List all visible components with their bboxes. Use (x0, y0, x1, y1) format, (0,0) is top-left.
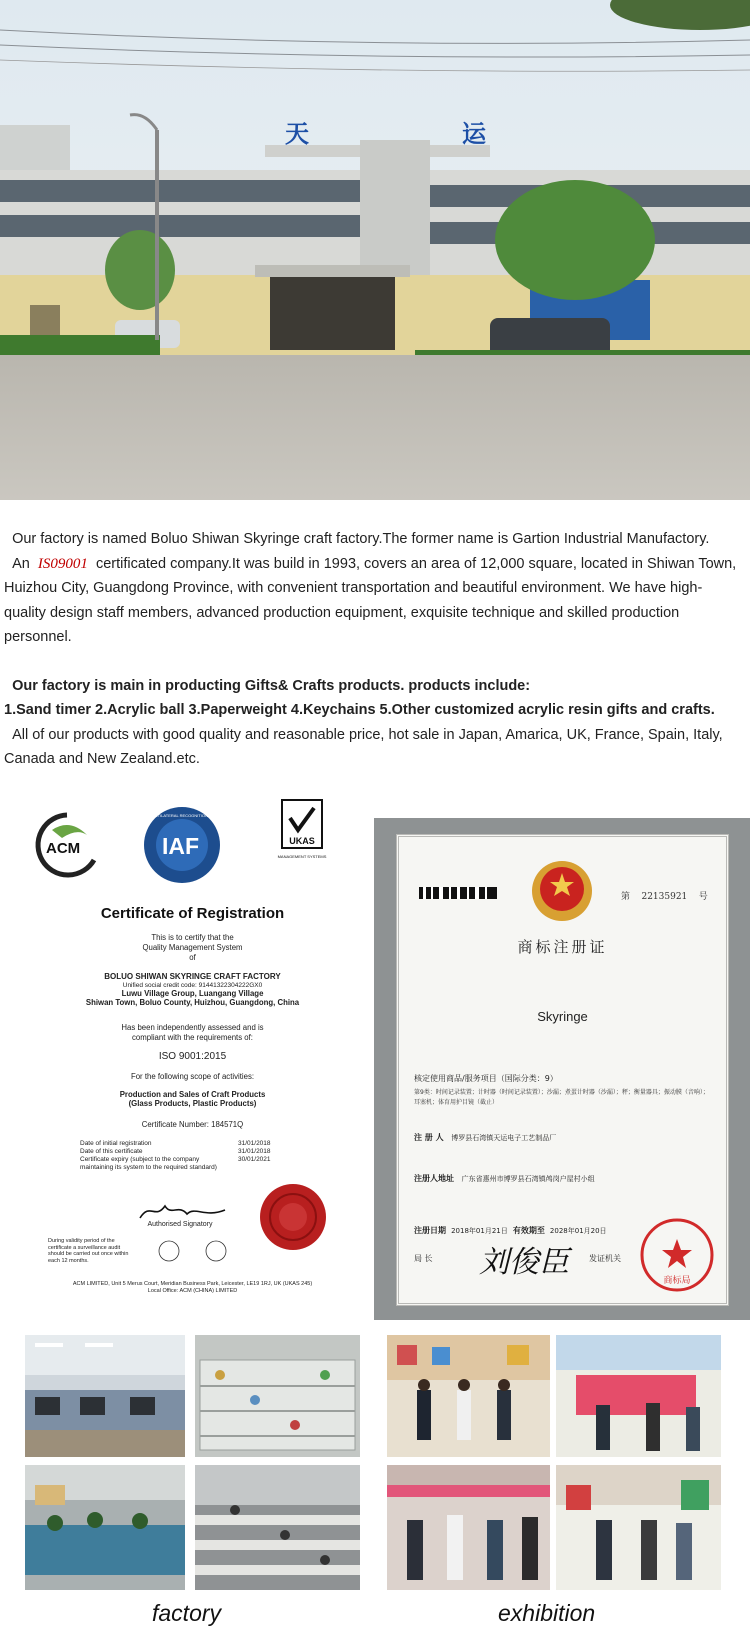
iaf-logo (124, 805, 240, 885)
products-description (4, 723, 744, 772)
factory-workshop-photo (25, 1465, 185, 1590)
certificate-number: Certificate Number: 184571Q (141, 1120, 244, 1129)
intro-line: Our factory is named Boluo Shiwan Skyringe craft factory.The former name is Gartion Industrial Manufactory. (12, 531, 710, 547)
registrant-row (414, 1132, 724, 1143)
signature-image (135, 1200, 230, 1222)
company-name: BOLUO SHIWAN SKYRINGE CRAFT FACTORY (104, 972, 281, 981)
iso-standard: ISO 9001:2015 (158, 1051, 227, 1062)
registrant-value: 博罗县石湾镇天运电子工艺制品厂 (451, 1134, 557, 1142)
iso-certification-mark: IS09001 (37, 555, 88, 572)
scope-intro: For the following scope of activities: (130, 1072, 255, 1081)
barcode (419, 887, 497, 903)
trademark-office-stamp (639, 1217, 715, 1293)
ukas-sub-text: MANAGEMENT SYSTEMS (277, 854, 327, 859)
issuer-label: 发证机关 (589, 1254, 621, 1263)
date-value: 31/01/2018 (238, 1148, 271, 1155)
exhibition-visitors-photo (556, 1335, 721, 1457)
stamp-text: 商标局 (663, 1276, 691, 1286)
date-value: 31/01/2018 (238, 1140, 271, 1147)
products-list: 1.Sand timer 2.Acrylic ball 3.Paperweight 4.Keychains 5.Other customized acrylic resin gifts and crafts. (4, 702, 715, 718)
credit-code: Unified social credit code: 91441322304222GX0 (122, 982, 263, 989)
trademark-cert-title: 商标注册证 (517, 938, 608, 956)
acm-logo (32, 810, 102, 880)
acm-logo-text: ACM (46, 840, 81, 857)
factory-showroom-photo (195, 1335, 360, 1457)
intro-an: An (12, 555, 30, 572)
trademark-mark: Skyringe (537, 1009, 588, 1024)
intro-paragraph-1 (4, 527, 744, 650)
certificate-title: Certificate of Registration (100, 905, 285, 922)
address-row (414, 1173, 724, 1184)
assessed-line: compliant with the requirements of: (132, 1033, 253, 1042)
exhibition-booth-photo (387, 1335, 550, 1457)
date-value: 30/01/2021 (238, 1156, 271, 1163)
registrant-label: 注 册 人 (414, 1133, 444, 1142)
iaf-logo-text: IAF (162, 833, 200, 859)
valid-label: 有效期至 (512, 1226, 545, 1235)
ukas-logo-text: UKAS (289, 836, 315, 846)
certificate-footer: ACM LIMITED, Unit 5 Merus Court, Meridian Business Park, Leicester, LE19 1RJ, UK (UKAS 245) (72, 1281, 313, 1287)
reg-no-label: 第 (621, 892, 631, 902)
goods-class: 核定使用商品/服务项目（国际分类：9） (414, 1074, 558, 1083)
scope-line: (Glass Products, Plastic Products) (128, 1099, 257, 1108)
intro-text: certificated company.It was build in 1993, covers an area of 12,000 square, located in Shiwan Town, Huizhou City, Guangdong Province, with convenient transportation and beautiful environment. We have high-quality design staff members, advanced production equipment, exquisite technique and skilled production personnel. (4, 555, 737, 645)
reg-no-value: 22135921 (641, 892, 688, 902)
products-heading (4, 674, 744, 699)
date-label: Certificate expiry (subject to the company maintaining its system to the required standard) (80, 1156, 217, 1171)
goods-list: 第9类：时间记录装置；计时器（时间记录装置）；沙漏；煮蛋计时器（沙漏）；秤；衡量器具；振动膜（音响）；耳塞机；体育用护目镜（截止） (414, 1089, 709, 1106)
director-signature: 刘俊臣 (479, 1245, 569, 1280)
date-label: Date of initial registration (80, 1140, 152, 1147)
products-heading-text: Our factory is main in producting Gifts& Crafts products. products include: (12, 677, 531, 694)
certificate-footer: Local Office: ACM (CHINA) LIMITED (147, 1288, 238, 1294)
iso-registration-certificate (30, 813, 355, 1315)
sign-character: 运 (462, 120, 486, 148)
certify-line: Quality Management System (142, 943, 243, 952)
exhibition-customer-photo (556, 1465, 721, 1590)
company-address: Shiwan Town, Boluo County, Huizhou, Guangdong, China (85, 998, 300, 1007)
certificate-paper (396, 834, 729, 1306)
registration-number (621, 889, 708, 902)
reg-date-value: 2018年01月21日 (451, 1227, 508, 1235)
red-wax-seal (258, 1182, 328, 1252)
scope-line: Production and Sales of Craft Products (119, 1090, 266, 1099)
valid-value: 2028年01月20日 (549, 1227, 607, 1235)
address-label: 注册人地址 (414, 1174, 454, 1183)
director-label: 局 长 (414, 1254, 433, 1263)
exhibition-caption: exhibition (498, 1600, 596, 1626)
factory-office-photo (25, 1335, 185, 1457)
surveillance-audit-mark (158, 1240, 180, 1262)
reg-no-suffix: 号 (698, 892, 708, 902)
certify-line: of (189, 953, 196, 962)
surveillance-audit-mark (205, 1240, 227, 1262)
exhibition-hall-photo (387, 1465, 550, 1590)
factory-building-photo (0, 0, 750, 500)
company-address: Luwu Village Group, Luangang Village (121, 989, 264, 998)
address-value: 广东省惠州市博罗县石湾镇鸬岗户屋村小组 (461, 1175, 595, 1183)
assessed-line: Has been independently assessed and is (121, 1023, 264, 1032)
authorised-signatory: Authorised Signatory (147, 1221, 213, 1228)
national-emblem (530, 859, 594, 925)
reg-date-label: 注册日期 (414, 1226, 446, 1235)
ukas-logo (277, 798, 327, 870)
certify-line: This is to certify that the (151, 933, 234, 942)
date-label: Date of this certificate (80, 1148, 143, 1155)
company-introduction (4, 527, 744, 772)
sign-character: 天 (285, 120, 309, 148)
iaf-ring-text: MEMBER OF MULTILATERAL RECOGNITION ARRANGEMENT (124, 813, 240, 818)
validity-note: During validity period of the certificate a surveillance audit should be carried out once within each 12 months. (48, 1238, 129, 1264)
trademark-registration-certificate (374, 818, 750, 1320)
factory-caption: factory (152, 1600, 222, 1626)
factory-production-line-photo (195, 1465, 360, 1590)
products-description-text: All of our products with good quality and reasonable price, hot sale in Japan, Amarica, UK, France, Spain, Italy, Canada and New Zealand.etc. (4, 726, 723, 767)
